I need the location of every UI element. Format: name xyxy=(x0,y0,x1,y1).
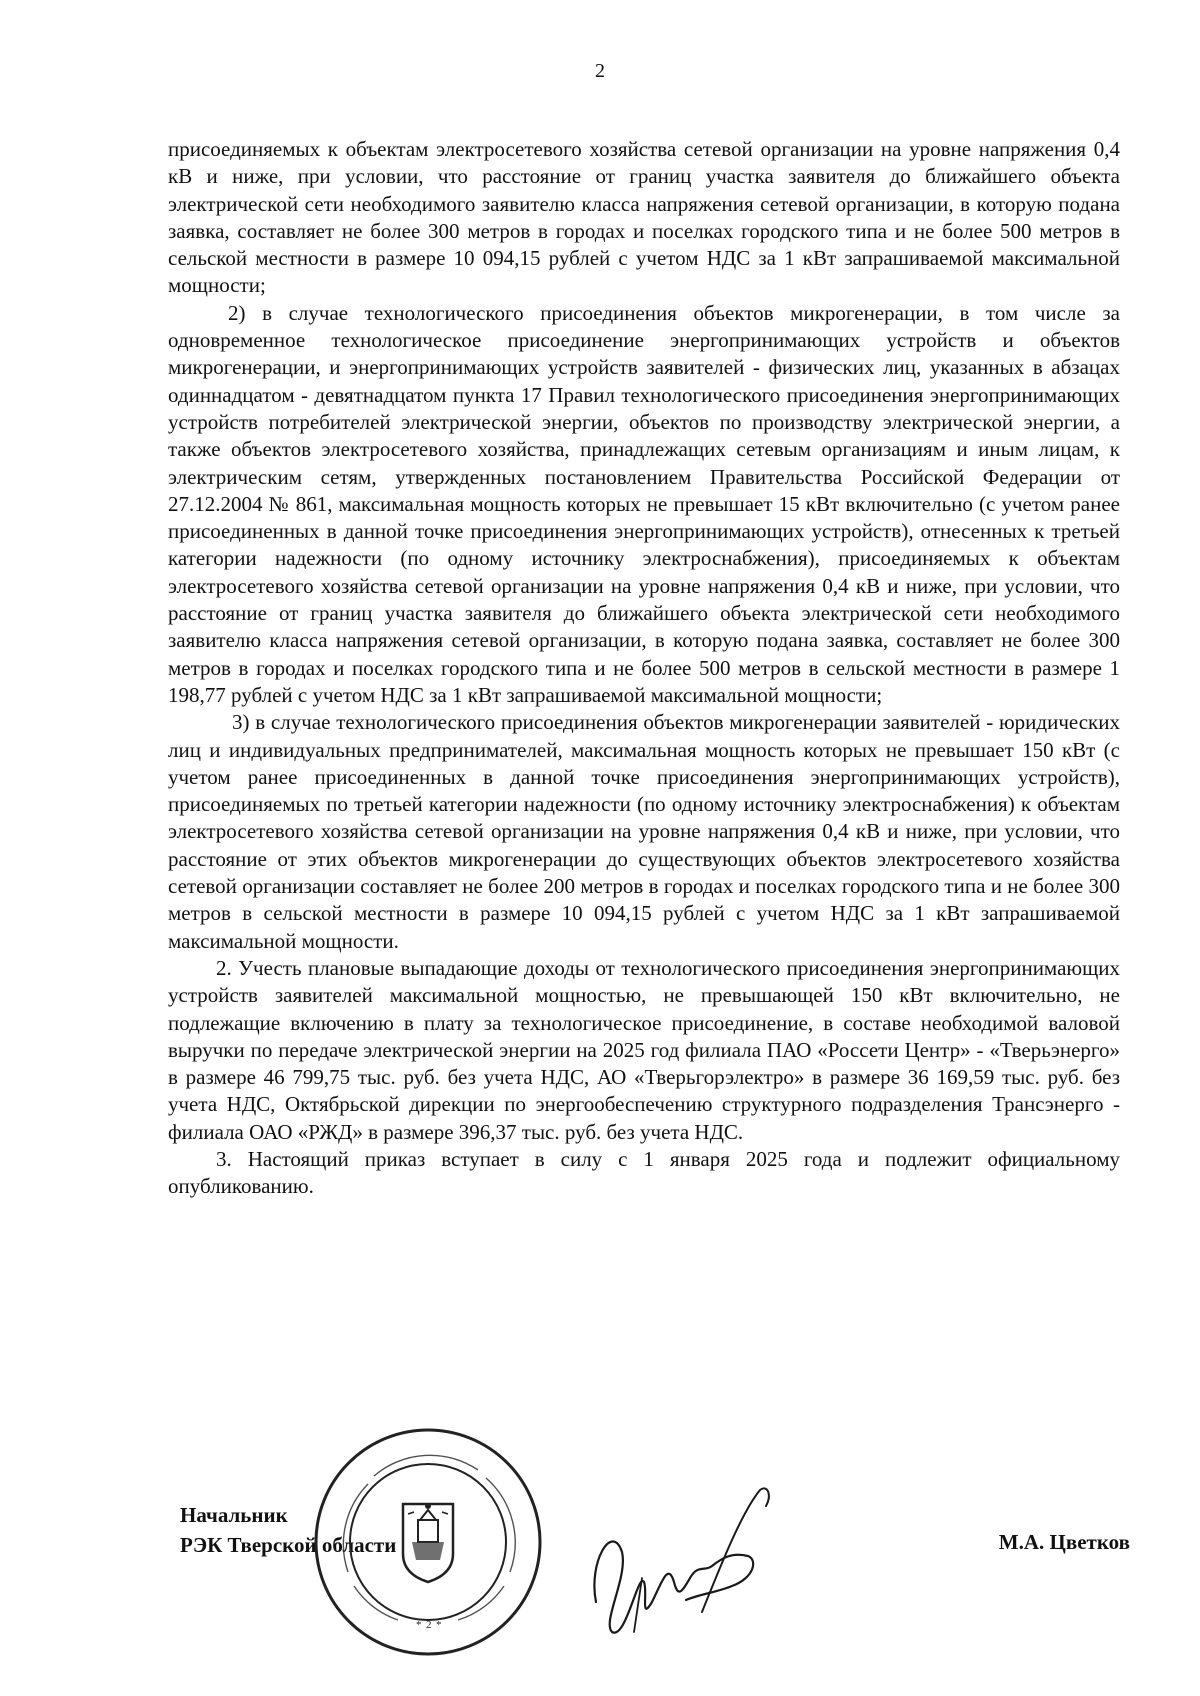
document-body xyxy=(168,136,1120,1201)
paragraph-subitem-3: 3) в случае технологического присоединения объектов микрогенерации заявителей - юридических лиц и индивидуальных предпринимателей, максимальная мощность которых не превышает 150 кВт (с учетом ранее присоединенных в данной точке присоединения энергопринимающих устройств), присоединяемых по третьей категории надежности (по одному источнику электроснабжения) к объектам электросетевого хозяйства сетевой организации на уровне напряжения 0,4 кВ и ниже, при условии, что расстояние от этих объектов микрогенерации до существующих объектов электросетевого хозяйства сетевой организации составляет не более 200 метров в городах и поселках городского типа и не более 300 метров в сельской местности в размере 10 094,15 рублей с учетом НДС за 1 кВт запрашиваемой максимальной мощности. xyxy=(168,710,1120,953)
paragraph-item-3: 3. Настоящий приказ вступает в силу с 1 января 2025 года и подлежит официальному опубликованию. xyxy=(168,1146,1120,1199)
official-stamp xyxy=(308,1422,548,1662)
page-number: 2 xyxy=(595,60,605,82)
signature-block xyxy=(0,1420,1200,1696)
paragraph-subitem-2: 2) в случае технологического присоединения объектов микрогенерации, в том числе за одновременное технологическое присоединение энергопринимающих устройств и объектов микрогенерации, и энергопринимающих устройств заявителей - физических лиц, указанных в абзацах одиннадцатом - девятнадцатом пункта 17 Правил технологического присоединения энергопринимающих устройств потребителей электрической энергии, объектов по производству электрической энергии, а также объектов электросетевого хозяйства, принадлежащих сетевым организациям и иным лицам, к электрическим сетям, утвержденных постановлением Правительства Российской Федерации от 27.12.2004 № 861, максимальная мощность которых не превышает 15 кВт включительно (с учетом ранее присоединенных в данной точке присоединения энергопринимающих устройств), отнесенных к третьей категории надежности (по одному источнику электроснабжения), присоединяемых к объектам электросетевого хозяйства сетевой организации на уровне напряжения 0,4 кВ и ниже, при условии, что расстояние от границ участка заявителя до ближайшего объекта электрической сети необходимого заявителю класса напряжения сетевой организации, в которую подана заявка, составляет не более 300 метров в городах и поселках городского типа и не более 500 метров в сельской местности в размере 1 198,77 рублей с учетом НДС за 1 кВт запрашиваемой максимальной мощности; xyxy=(168,300,1120,707)
svg-text:*: * xyxy=(436,1619,442,1631)
signer-position-line1: Начальник xyxy=(180,1503,288,1527)
svg-text:*: * xyxy=(416,1619,422,1631)
signer-name: М.А. Цветков xyxy=(998,1530,1130,1554)
paragraph-item-2: 2. Учесть плановые выпадающие доходы от технологического присоединения энергопринимающих устройств заявителей максимальной мощностью, не превышающей 150 кВт включительно, не подлежащие включению в плату за технологическое присоединение, в составе необходимой валовой выручки по передаче электрической энергии на 2025 год филиала ПАО «Россети Центр» - «Тверьэнерго» в размере 46 799,75 тыс. руб. без учета НДС, АО «Тверьгорэлектро» в размере 36 169,59 тыс. руб. без учета НДС, Октябрьской дирекции по энергообеспечению структурного подразделения Трансэнерго - филиала ОАО «РЖД» в размере 396,37 тыс. руб. без учета НДС. xyxy=(168,955,1120,1144)
svg-text:2: 2 xyxy=(426,1619,432,1631)
paragraph-continuation: присоединяемых к объектам электросетевого хозяйства сетевой организации на уровне напряжения 0,4 кВ и ниже, при условии, что расстояние от границ участка заявителя до ближайшего объекта электрической сети необходимого заявителю класса напряжения сетевой организации, в которую подана заявка, составляет не более 300 метров в городах и поселках городского типа и не более 500 метров в сельской местности в размере 10 094,15 рублей с учетом НДС за 1 кВт запрашиваемой максимальной мощности; xyxy=(168,137,1120,298)
signer-position-line2: РЭК Тверской области xyxy=(180,1533,397,1557)
handwritten-signature xyxy=(582,1482,782,1642)
